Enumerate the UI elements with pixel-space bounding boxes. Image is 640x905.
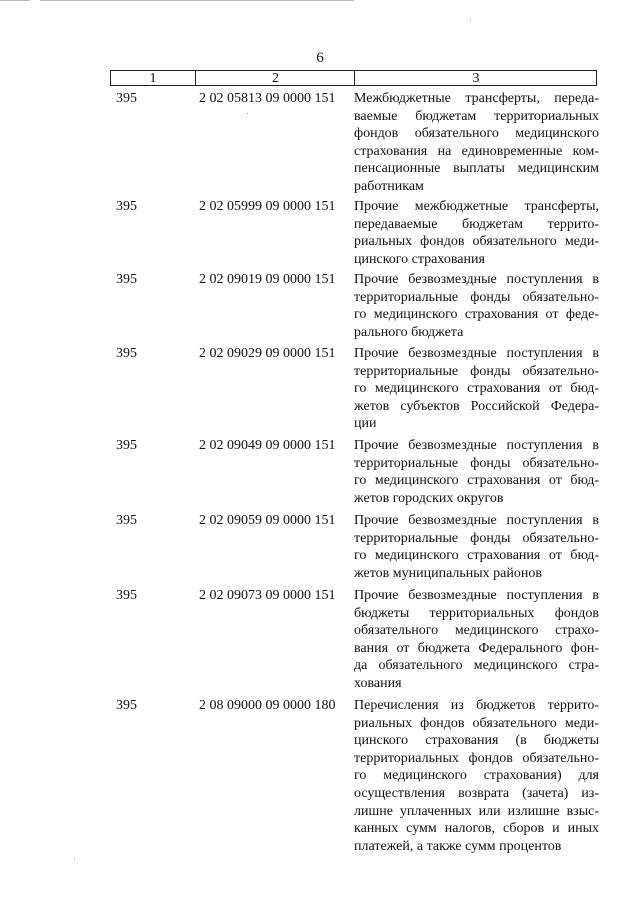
- description-line: Прочие безвозмездные поступления в: [354, 513, 599, 528]
- row-number-cell: 395: [116, 438, 137, 453]
- scan-top-rule-right: [40, 0, 354, 1]
- description-line: ции: [354, 416, 377, 432]
- row-description-cell: [354, 271, 599, 341]
- description-line: Прочие межбюджетные трансферты,: [354, 199, 599, 214]
- row-number-cell: 395: [116, 588, 137, 603]
- description-line: го медицинского страхования от феде-: [354, 307, 599, 323]
- description-line: да обязательного медицинского стра-: [354, 658, 599, 674]
- row-description-cell: [354, 512, 599, 582]
- row-number-cell: 395: [116, 199, 137, 214]
- scan-speck: [470, 20, 471, 21]
- description-line: жетов муниципальных районов: [354, 565, 542, 581]
- header-col-3: 3: [354, 71, 597, 85]
- description-line: риальных фондов обязательного меди-: [354, 234, 599, 250]
- description-line: территориальные фонды обязательно-: [354, 530, 599, 546]
- description-line: Прочие безвозмездные поступления в: [354, 438, 599, 453]
- table-header-row: [110, 70, 597, 86]
- description-line: территориальные фонды обязательно-: [354, 289, 599, 305]
- row-number-cell: 395: [116, 346, 137, 361]
- description-line: Прочие безвозмездные поступления в: [354, 272, 599, 287]
- scan-top-rule-left: [0, 0, 30, 1]
- row-description-cell: [354, 90, 599, 196]
- row-code-cell: 2 02 09019 09 0000 151: [199, 272, 336, 287]
- row-code-cell: 2 02 05999 09 0000 151: [199, 199, 336, 214]
- description-line: жетов субъектов Российской Федера-: [354, 398, 599, 414]
- row-code-cell: 2 02 09073 09 0000 151: [199, 588, 336, 603]
- header-col-1: 1: [149, 71, 157, 86]
- scan-speck: [74, 858, 75, 859]
- description-line: фондов обязательного медицинского: [354, 126, 599, 142]
- description-line: ваемые бюджетам территориальных: [354, 108, 599, 124]
- header-col-2: 2: [195, 71, 355, 85]
- description-line: бюджеты территориальных фондов: [354, 605, 599, 621]
- row-description-cell: [354, 345, 599, 433]
- description-line: обязательного медицинского страхо-: [354, 623, 599, 639]
- row-code-cell: 2 02 05813 09 0000 151: [199, 91, 336, 106]
- row-number-cell: 395: [116, 91, 137, 106]
- row-code-cell: 2 08 09000 09 0000 180: [199, 698, 336, 713]
- description-line: территориальных фондов обязательно-: [354, 750, 599, 766]
- description-line: го медицинского страхования от бюд-: [354, 381, 599, 397]
- description-line: цинского страхования (в бюджеты: [354, 733, 599, 749]
- description-line: Прочие безвозмездные поступления в: [354, 346, 599, 361]
- description-line: пенсационные выплаты медицинским: [354, 161, 599, 177]
- description-line: платежей, а также сумм процентов: [354, 838, 562, 854]
- description-line: канных сумм налогов, сборов и иных: [354, 821, 599, 837]
- description-line: вания от бюджета Федерального фон-: [354, 640, 599, 656]
- scan-speck: [247, 113, 248, 114]
- description-line: Перечисления из бюджетов террито-: [354, 698, 599, 713]
- row-description-cell: [354, 198, 599, 268]
- description-line: страхования на единовременные ком-: [354, 143, 599, 159]
- description-line: жетов городских округов: [354, 490, 504, 506]
- description-line: лишне уплаченных или излишне взыс-: [354, 803, 599, 819]
- description-line: Межбюджетные трансферты, переда-: [354, 91, 599, 106]
- row-number-cell: 395: [116, 513, 137, 528]
- description-line: цинского страхования: [354, 251, 485, 267]
- description-line: территориальные фонды обязательно-: [354, 455, 599, 471]
- description-line: го медицинского страхования от бюд-: [354, 473, 599, 489]
- description-line: риальных фондов обязательного меди-: [354, 715, 599, 731]
- row-number-cell: 395: [116, 272, 137, 287]
- description-line: го медицинского страхования) для: [354, 768, 599, 784]
- row-code-cell: 2 02 09049 09 0000 151: [199, 438, 336, 453]
- description-line: хования: [354, 675, 402, 691]
- row-code-cell: 2 02 09059 09 0000 151: [199, 513, 336, 528]
- row-description-cell: [354, 697, 599, 855]
- row-description-cell: [354, 587, 599, 693]
- description-line: территориальные фонды обязательно-: [354, 363, 599, 379]
- description-line: осуществления возврата (зачета) из-: [354, 785, 599, 801]
- description-line: передаваемые бюджетам террито-: [354, 216, 599, 232]
- row-code-cell: 2 02 09029 09 0000 151: [199, 346, 336, 361]
- row-description-cell: [354, 437, 599, 507]
- description-line: рального бюджета: [354, 324, 464, 340]
- description-line: Прочие безвозмездные поступления в: [354, 588, 599, 603]
- page-number: 6: [316, 50, 324, 66]
- description-line: го медицинского страхования от бюд-: [354, 548, 599, 564]
- description-line: работникам: [354, 178, 424, 194]
- row-number-cell: 395: [116, 698, 137, 713]
